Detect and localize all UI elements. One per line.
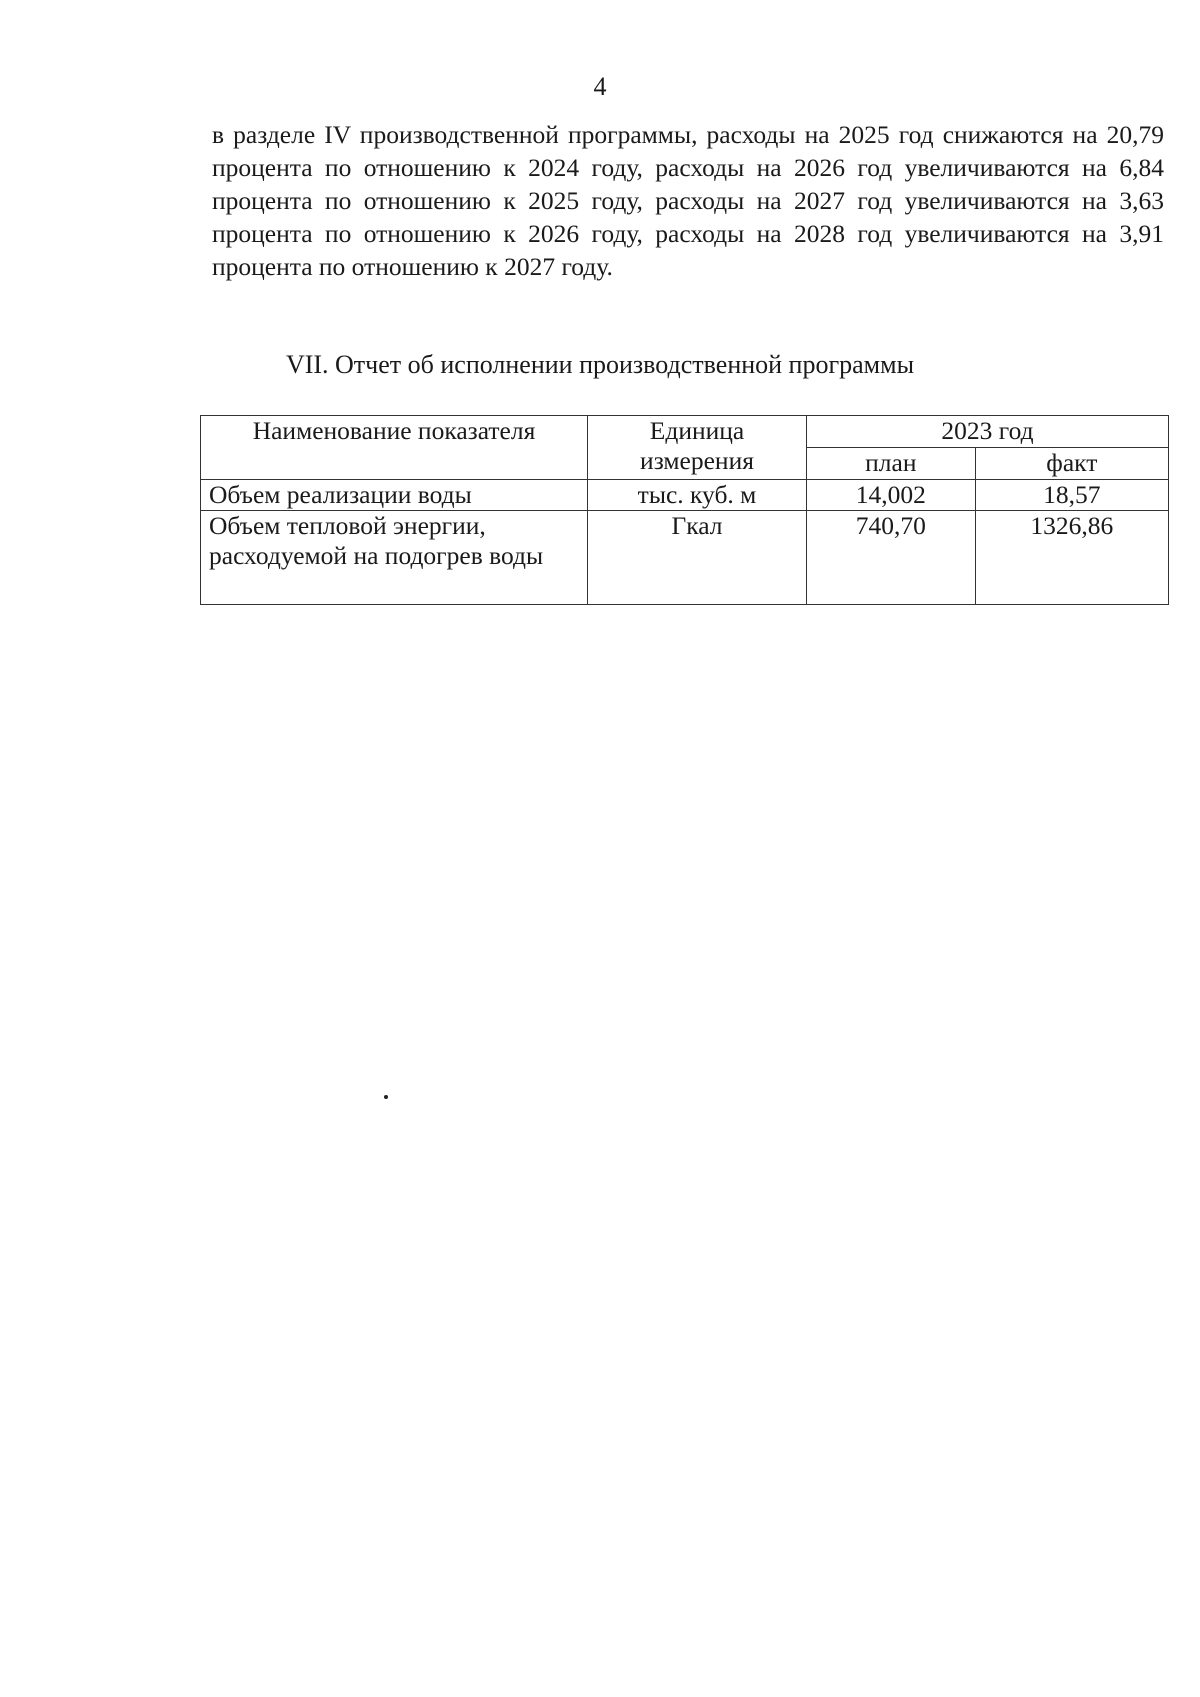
header-indicator-name: Наименование показателя xyxy=(201,416,588,480)
header-fact: факт xyxy=(975,448,1168,480)
body-paragraph: в разделе IV производственной программы, расходы на 2025 год снижаются на 20,79 процента по отношению к 2024 году, расходы на 2026 год увеличиваются на 6,84 процента по отношению к 2025 году, расходы на 2027 год увеличиваются на 3,63 процента по отношению к 2026 году, расходы на 2028 год увеличиваются на 3,91 процента по отношению к 2027 году. xyxy=(212,120,1164,281)
page-number: 4 xyxy=(593,72,607,101)
header-unit-line1: Единица xyxy=(649,416,745,445)
header-unit xyxy=(588,416,807,480)
cell-fact: 18,57 xyxy=(975,480,1168,511)
cell-name: Объем тепловой энергии, расходуемой на подогрев воды xyxy=(201,511,588,605)
table-row xyxy=(201,511,1169,605)
cell-plan: 14,002 xyxy=(807,480,976,511)
scan-speck xyxy=(384,1095,388,1099)
header-unit-line2: измерения xyxy=(640,446,754,475)
execution-report-table xyxy=(200,415,1169,605)
cell-unit: Гкал xyxy=(588,511,807,605)
table-header-row xyxy=(201,416,1169,448)
cell-unit: тыс. куб. м xyxy=(588,480,807,511)
header-plan: план xyxy=(807,448,976,480)
cell-plan: 740,70 xyxy=(807,511,976,605)
cell-name: Объем реализации воды xyxy=(201,480,588,511)
header-year: 2023 год xyxy=(807,416,1169,448)
section-title: VII. Отчет об исполнении производственной программы xyxy=(285,350,915,379)
table-row xyxy=(201,480,1169,511)
cell-fact: 1326,86 xyxy=(975,511,1168,605)
